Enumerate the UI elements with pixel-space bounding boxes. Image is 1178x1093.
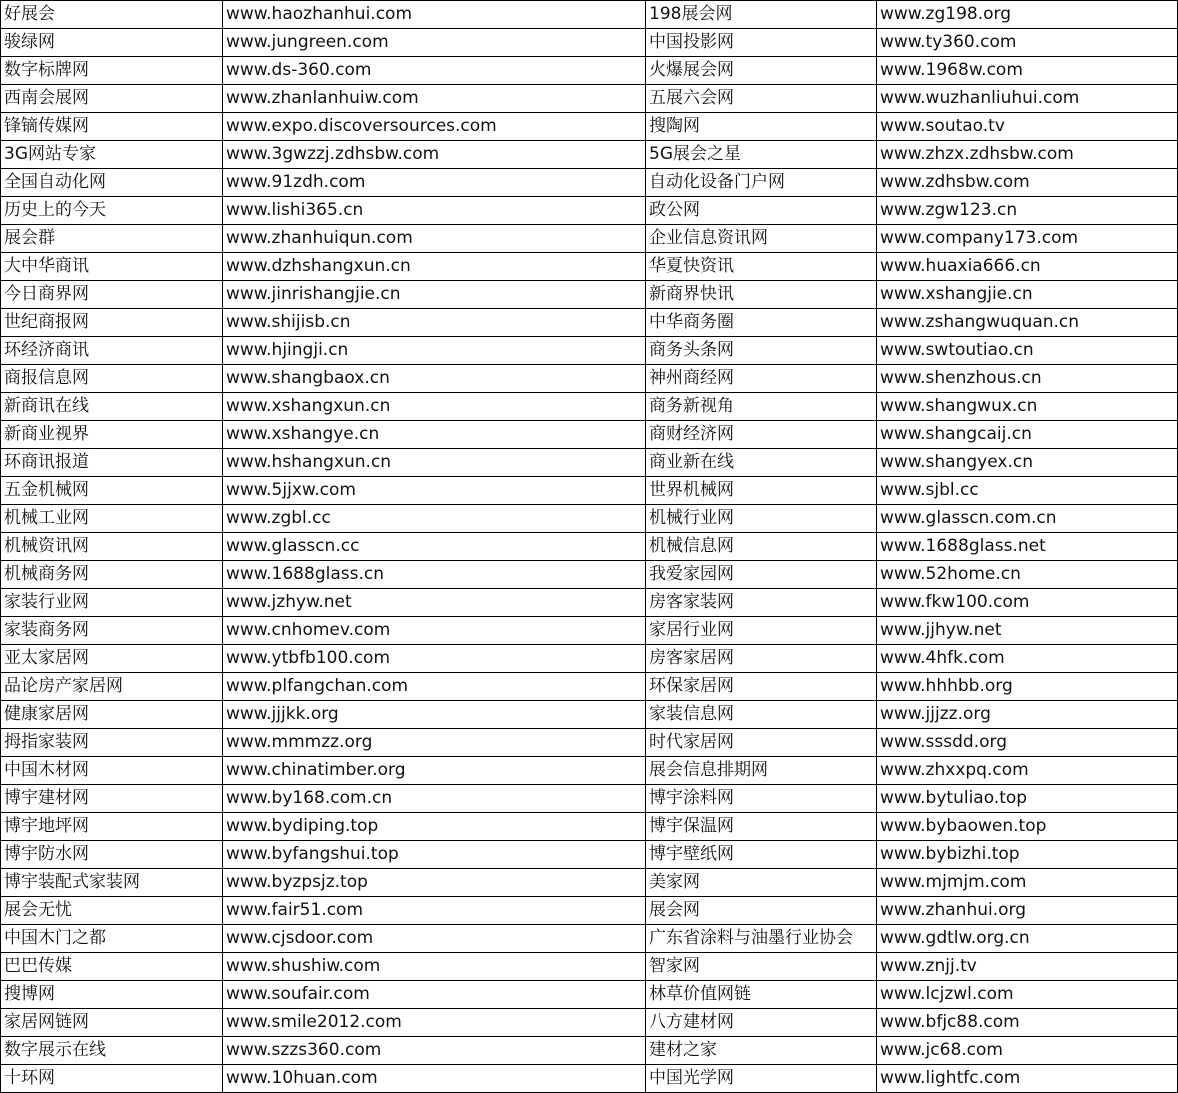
site-name-cell[interactable]: 家装商务网 [1, 617, 223, 645]
site-name-cell[interactable]: 家居网链网 [1, 1009, 223, 1037]
site-name-cell[interactable]: 博宇保温网 [646, 813, 877, 841]
site-url-cell[interactable]: www.cnhomev.com [223, 617, 646, 645]
table-row [1, 785, 1178, 813]
site-name-cell[interactable]: 八方建材网 [646, 1009, 877, 1037]
site-name-cell[interactable]: 西南会展网 [1, 85, 223, 113]
site-name-cell[interactable]: 世纪商报网 [1, 309, 223, 337]
table-row [1, 505, 1178, 533]
site-name-cell[interactable]: 自动化设备门户网 [646, 169, 877, 197]
site-name-cell[interactable]: 博宇装配式家装网 [1, 869, 223, 897]
site-url-cell[interactable]: www.bydiping.top [223, 813, 646, 841]
site-url-cell[interactable]: www.shangcaij.cn [877, 421, 1178, 449]
site-url-cell[interactable]: www.lcjzwl.com [877, 981, 1178, 1009]
site-url-cell[interactable]: www.lightfc.com [877, 1065, 1178, 1093]
table-row [1, 449, 1178, 477]
site-name-cell[interactable]: 搜博网 [1, 981, 223, 1009]
site-name-cell[interactable]: 全国自动化网 [1, 169, 223, 197]
site-url-cell[interactable]: www.mmmzz.org [223, 729, 646, 757]
site-url-cell[interactable]: www.3gwzzj.zdhsbw.com [223, 141, 646, 169]
site-name-cell[interactable]: 神州商经网 [646, 365, 877, 393]
table-row [1, 225, 1178, 253]
site-url-cell[interactable]: www.5jjxw.com [223, 477, 646, 505]
table-row [1, 421, 1178, 449]
site-name-cell[interactable]: 广东省涂料与油墨行业协会 [646, 925, 877, 953]
table-row [1, 477, 1178, 505]
table-row [1, 57, 1178, 85]
site-name-cell[interactable]: 博宇涂料网 [646, 785, 877, 813]
site-url-cell[interactable]: www.fair51.com [223, 897, 646, 925]
site-url-cell[interactable]: www.jungreen.com [223, 29, 646, 57]
site-name-cell[interactable]: 商业新在线 [646, 449, 877, 477]
table-row [1, 533, 1178, 561]
site-url-cell[interactable]: www.swtoutiao.cn [877, 337, 1178, 365]
table-row [1, 1, 1178, 29]
site-url-cell[interactable]: www.lishi365.cn [223, 197, 646, 225]
table-row [1, 869, 1178, 897]
table-row [1, 925, 1178, 953]
table-row [1, 589, 1178, 617]
site-name-cell[interactable]: 五展六会网 [646, 85, 877, 113]
table-row [1, 197, 1178, 225]
site-url-cell[interactable]: www.huaxia666.cn [877, 253, 1178, 281]
table-row [1, 1065, 1178, 1093]
site-name-cell[interactable]: 商财经济网 [646, 421, 877, 449]
site-url-cell[interactable]: www.jjjzz.org [877, 701, 1178, 729]
site-url-cell[interactable]: www.shangyex.cn [877, 449, 1178, 477]
site-url-cell[interactable]: www.ds-360.com [223, 57, 646, 85]
site-url-cell[interactable]: www.cjsdoor.com [223, 925, 646, 953]
site-name-cell[interactable]: 今日商界网 [1, 281, 223, 309]
table-row [1, 757, 1178, 785]
table-row [1, 85, 1178, 113]
site-url-cell[interactable]: www.hhhbb.org [877, 673, 1178, 701]
table-row [1, 113, 1178, 141]
site-url-cell[interactable]: www.zshangwuquan.cn [877, 309, 1178, 337]
table-row [1, 701, 1178, 729]
site-url-cell[interactable]: www.jc68.com [877, 1037, 1178, 1065]
site-name-cell[interactable]: 骏绿网 [1, 29, 223, 57]
site-name-cell[interactable]: 五金机械网 [1, 477, 223, 505]
site-url-cell[interactable]: www.expo.discoversources.com [223, 113, 646, 141]
site-name-cell[interactable]: 机械商务网 [1, 561, 223, 589]
site-name-cell[interactable]: 巴巴传媒 [1, 953, 223, 981]
site-url-cell[interactable]: www.1968w.com [877, 57, 1178, 85]
site-name-cell[interactable]: 房客家居网 [646, 645, 877, 673]
site-name-cell[interactable]: 机械资讯网 [1, 533, 223, 561]
site-name-cell[interactable]: 建材之家 [646, 1037, 877, 1065]
site-name-cell[interactable]: 新商业视界 [1, 421, 223, 449]
site-name-cell[interactable]: 商务头条网 [646, 337, 877, 365]
site-name-cell[interactable]: 房客家装网 [646, 589, 877, 617]
site-name-cell[interactable]: 家居行业网 [646, 617, 877, 645]
table-row [1, 617, 1178, 645]
site-name-cell[interactable]: 环保家居网 [646, 673, 877, 701]
site-url-cell[interactable]: www.znjj.tv [877, 953, 1178, 981]
site-name-cell[interactable]: 博宇壁纸网 [646, 841, 877, 869]
site-name-cell[interactable]: 智家网 [646, 953, 877, 981]
site-name-cell[interactable]: 商报信息网 [1, 365, 223, 393]
table-row [1, 141, 1178, 169]
site-url-cell[interactable]: www.fkw100.com [877, 589, 1178, 617]
site-name-cell[interactable]: 拇指家装网 [1, 729, 223, 757]
site-url-cell[interactable]: www.haozhanhui.com [223, 1, 646, 29]
site-name-cell[interactable]: 锋镝传媒网 [1, 113, 223, 141]
table-row [1, 253, 1178, 281]
site-name-cell[interactable]: 环商讯报道 [1, 449, 223, 477]
site-url-cell[interactable]: www.shushiw.com [223, 953, 646, 981]
table-row [1, 813, 1178, 841]
site-name-cell[interactable]: 时代家居网 [646, 729, 877, 757]
site-url-cell[interactable]: www.by168.com.cn [223, 785, 646, 813]
site-name-cell[interactable]: 世界机械网 [646, 477, 877, 505]
site-url-cell[interactable]: www.sssdd.org [877, 729, 1178, 757]
site-name-cell[interactable]: 健康家居网 [1, 701, 223, 729]
site-url-cell[interactable]: www.bybizhi.top [877, 841, 1178, 869]
site-directory-body [1, 1, 1178, 1093]
site-name-cell[interactable]: 商务新视角 [646, 393, 877, 421]
table-row [1, 281, 1178, 309]
site-url-cell[interactable]: www.wuzhanliuhui.com [877, 85, 1178, 113]
site-url-cell[interactable]: www.shangwux.cn [877, 393, 1178, 421]
site-url-cell[interactable]: www.gdtlw.org.cn [877, 925, 1178, 953]
site-url-cell[interactable]: www.mjmjm.com [877, 869, 1178, 897]
site-url-cell[interactable]: www.jzhyw.net [223, 589, 646, 617]
table-row [1, 29, 1178, 57]
site-url-cell[interactable]: www.bytuliao.top [877, 785, 1178, 813]
site-url-cell[interactable]: www.dzhshangxun.cn [223, 253, 646, 281]
site-name-cell[interactable]: 展会信息排期网 [646, 757, 877, 785]
site-name-cell[interactable]: 中国光学网 [646, 1065, 877, 1093]
site-name-cell[interactable]: 新商界快讯 [646, 281, 877, 309]
site-url-cell[interactable]: www.zhanlanhuiw.com [223, 85, 646, 113]
site-name-cell[interactable]: 家装信息网 [646, 701, 877, 729]
site-name-cell[interactable]: 品论房产家居网 [1, 673, 223, 701]
site-name-cell[interactable]: 数字标牌网 [1, 57, 223, 85]
site-name-cell[interactable]: 新商讯在线 [1, 393, 223, 421]
site-name-cell[interactable]: 华夏快资讯 [646, 253, 877, 281]
site-name-cell[interactable]: 机械信息网 [646, 533, 877, 561]
site-name-cell[interactable]: 198展会网 [646, 1, 877, 29]
site-name-cell[interactable]: 美家网 [646, 869, 877, 897]
site-url-cell[interactable]: www.smile2012.com [223, 1009, 646, 1037]
site-name-cell[interactable]: 3G网站专家 [1, 141, 223, 169]
site-name-cell[interactable]: 博宇防水网 [1, 841, 223, 869]
site-name-cell[interactable]: 中国木门之都 [1, 925, 223, 953]
site-name-cell[interactable]: 十环网 [1, 1065, 223, 1093]
site-url-cell[interactable]: www.sjbl.cc [877, 477, 1178, 505]
table-row [1, 841, 1178, 869]
table-row [1, 1037, 1178, 1065]
table-row [1, 1009, 1178, 1037]
site-name-cell[interactable]: 5G展会之星 [646, 141, 877, 169]
site-name-cell[interactable]: 我爱家园网 [646, 561, 877, 589]
site-url-cell[interactable]: www.52home.cn [877, 561, 1178, 589]
site-url-cell[interactable]: www.1688glass.net [877, 533, 1178, 561]
site-url-cell[interactable]: www.xshangjie.cn [877, 281, 1178, 309]
site-url-cell[interactable]: www.zg198.org [877, 1, 1178, 29]
site-url-cell[interactable]: www.chinatimber.org [223, 757, 646, 785]
table-row [1, 393, 1178, 421]
site-url-cell[interactable]: www.jinrishangjie.cn [223, 281, 646, 309]
site-url-cell[interactable]: www.szzs360.com [223, 1037, 646, 1065]
site-name-cell[interactable]: 企业信息资讯网 [646, 225, 877, 253]
site-name-cell[interactable]: 家装行业网 [1, 589, 223, 617]
site-url-cell[interactable]: www.soutao.tv [877, 113, 1178, 141]
site-url-cell[interactable]: www.jjjkk.org [223, 701, 646, 729]
site-url-cell[interactable]: www.bybaowen.top [877, 813, 1178, 841]
site-url-cell[interactable]: www.4hfk.com [877, 645, 1178, 673]
site-name-cell[interactable]: 展会网 [646, 897, 877, 925]
site-name-cell[interactable]: 数字展示在线 [1, 1037, 223, 1065]
site-url-cell[interactable]: www.ytbfb100.com [223, 645, 646, 673]
site-url-cell[interactable]: www.zgbl.cc [223, 505, 646, 533]
site-name-cell[interactable]: 中国木材网 [1, 757, 223, 785]
table-row [1, 561, 1178, 589]
site-name-cell[interactable]: 展会群 [1, 225, 223, 253]
site-url-cell[interactable]: www.shenzhous.cn [877, 365, 1178, 393]
site-url-cell[interactable]: www.zdhsbw.com [877, 169, 1178, 197]
site-name-cell[interactable]: 火爆展会网 [646, 57, 877, 85]
site-name-cell[interactable]: 博宇地坪网 [1, 813, 223, 841]
site-url-cell[interactable]: www.zhzx.zdhsbw.com [877, 141, 1178, 169]
table-row [1, 953, 1178, 981]
site-name-cell[interactable]: 搜陶网 [646, 113, 877, 141]
site-url-cell[interactable]: www.byfangshui.top [223, 841, 646, 869]
site-name-cell[interactable]: 大中华商讯 [1, 253, 223, 281]
site-name-cell[interactable]: 历史上的今天 [1, 197, 223, 225]
table-row [1, 729, 1178, 757]
table-row [1, 981, 1178, 1009]
site-url-cell[interactable]: www.company173.com [877, 225, 1178, 253]
table-row [1, 309, 1178, 337]
site-name-cell[interactable]: 机械行业网 [646, 505, 877, 533]
site-url-cell[interactable]: www.ty360.com [877, 29, 1178, 57]
site-url-cell[interactable]: www.hshangxun.cn [223, 449, 646, 477]
site-name-cell[interactable]: 环经济商讯 [1, 337, 223, 365]
table-row [1, 365, 1178, 393]
site-name-cell[interactable]: 展会无忧 [1, 897, 223, 925]
site-name-cell[interactable]: 博宇建材网 [1, 785, 223, 813]
site-url-cell[interactable]: www.shangbaox.cn [223, 365, 646, 393]
site-url-cell[interactable]: www.hjingji.cn [223, 337, 646, 365]
site-url-cell[interactable]: www.xshangxun.cn [223, 393, 646, 421]
site-name-cell[interactable]: 政公网 [646, 197, 877, 225]
site-url-cell[interactable]: www.xshangye.cn [223, 421, 646, 449]
site-url-cell[interactable]: www.byzpsjz.top [223, 869, 646, 897]
site-url-cell[interactable]: www.soufair.com [223, 981, 646, 1009]
site-url-cell[interactable]: www.10huan.com [223, 1065, 646, 1093]
site-url-cell[interactable]: www.zgw123.cn [877, 197, 1178, 225]
site-name-cell[interactable]: 好展会 [1, 1, 223, 29]
site-url-cell[interactable]: www.jjhyw.net [877, 617, 1178, 645]
site-url-cell[interactable]: www.zhanhuiqun.com [223, 225, 646, 253]
table-row [1, 673, 1178, 701]
site-url-cell[interactable]: www.1688glass.cn [223, 561, 646, 589]
site-url-cell[interactable]: www.glasscn.com.cn [877, 505, 1178, 533]
table-row [1, 645, 1178, 673]
table-row [1, 169, 1178, 197]
site-url-cell[interactable]: www.zhanhui.org [877, 897, 1178, 925]
site-url-cell[interactable]: www.shijisb.cn [223, 309, 646, 337]
site-url-cell[interactable]: www.91zdh.com [223, 169, 646, 197]
site-url-cell[interactable]: www.zhxxpq.com [877, 757, 1178, 785]
site-name-cell[interactable]: 亚太家居网 [1, 645, 223, 673]
site-url-cell[interactable]: www.plfangchan.com [223, 673, 646, 701]
table-row [1, 337, 1178, 365]
site-name-cell[interactable]: 中华商务圈 [646, 309, 877, 337]
site-url-cell[interactable]: www.bfjc88.com [877, 1009, 1178, 1037]
table-row [1, 897, 1178, 925]
site-name-cell[interactable]: 林草价值网链 [646, 981, 877, 1009]
site-url-cell[interactable]: www.glasscn.cc [223, 533, 646, 561]
site-name-cell[interactable]: 中国投影网 [646, 29, 877, 57]
site-name-cell[interactable]: 机械工业网 [1, 505, 223, 533]
